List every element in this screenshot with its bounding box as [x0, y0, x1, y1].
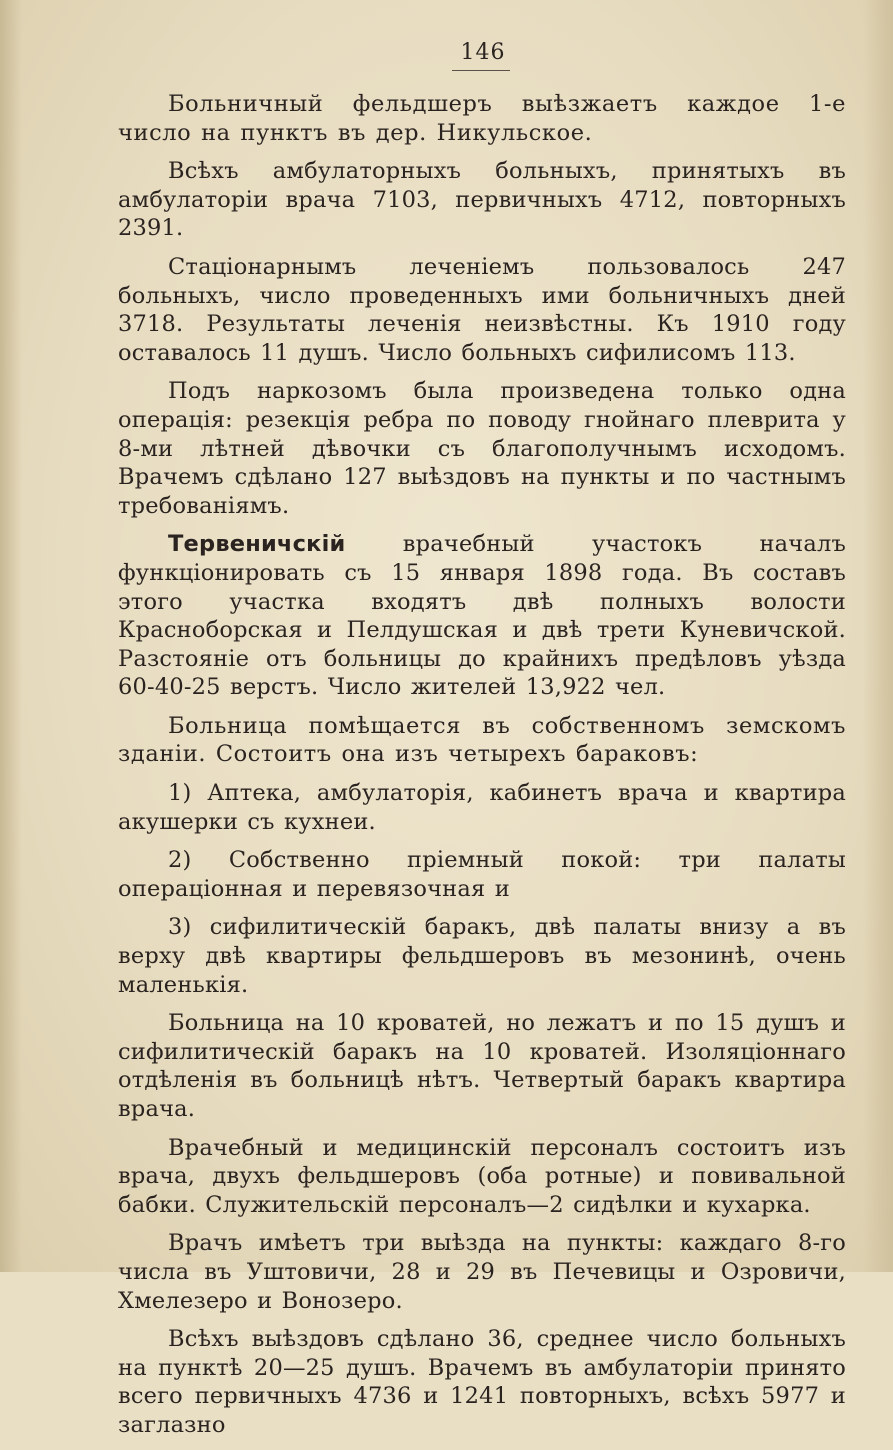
- paragraph-hospital-building: Больница помѣщается въ собственномъ земскомъ зданіи. Состоитъ она изъ четырехъ бараковъ:: [118, 712, 846, 768]
- body-text: [118, 90, 846, 1450]
- paragraph-personnel: Врачебный и медицинскій персоналъ состоитъ изъ врача, двухъ фельдшеровъ (оба ротные) и повивальной бабки. Служительскій персоналъ—2 сидѣлки и кухарка.: [118, 1134, 846, 1218]
- paragraph-ambulatory-totals: Всѣхъ амбулаторныхъ больныхъ, принятыхъ въ амбулаторіи врача 7103, первичныхъ 4712, повторныхъ 2391.: [118, 158, 846, 242]
- paragraph-tervenichi-text: врачебный участокъ началъ функціонировать съ 15 января 1898 года. Въ составъ этого участка входятъ двѣ полныхъ волости Красноборская и Пелдушская и двѣ трети Куневичской. Разстояніе отъ больницы до крайнихъ предѣловъ уѣзда 60-40-25 верстъ. Число жителей 13,922 чел.: [118, 531, 846, 701]
- list-item-reception: 2) Собственно пріемный покой: три палаты операціонная и перевязочная и: [118, 847, 846, 902]
- page-edge-shadow-right: [863, 0, 893, 1272]
- page-number: 146: [460, 40, 506, 65]
- list-item-pharmacy: 1) Аптека, амбулаторія, кабинетъ врача и квартира акушерки съ кухнеи.: [118, 780, 846, 835]
- paragraph-beds: Больница на 10 кроватей, но лежатъ и по 15 душъ и сифилитическій баракъ на 10 кроватей. Изоляціоннаго отдѣленія въ больницѣ нѣтъ. Четвертый баракъ квартира врача.: [118, 1010, 846, 1122]
- paragraph-operation: Подъ наркозомъ была произведена только одна операція: резекція ребра по поводу гнойнаго плеврита у 8-ми лѣтней дѣвочки съ благополучнымъ исходомъ. Врачемъ сдѣлано 127 выѣздовъ на пункты и по частнымъ требованіямъ.: [118, 378, 846, 519]
- paragraph-tervenichi: [118, 530, 846, 702]
- list-item-syphilis-barrack: 3) сифилитическій баракъ, двѣ палаты внизу а въ верху двѣ квартиры фельдшеровъ въ мезонинѣ, очень маленькія.: [118, 914, 846, 998]
- paragraph-feldsher: Больничный фельдшеръ выѣзжаетъ каждое 1-е число на пунктъ въ дер. Никульское.: [118, 91, 846, 146]
- page-number-rule: [452, 70, 510, 71]
- section-lead-tervenichi: Тервеничскій: [168, 531, 346, 558]
- paragraph-trip-totals: Всѣхъ выѣздовъ сдѣлано 36, среднее число больныхъ на пунктѣ 20—25 душъ. Врачемъ въ амбулаторіи принято всего первичныхъ 4736 и 1241 повторныхъ, всѣхъ 5977 и заглазно: [118, 1326, 846, 1438]
- page-edge-shadow-left: [0, 0, 22, 1272]
- paragraph-trips: Врачъ имѣетъ три выѣзда на пункты: каждаго 8-го числа въ Уштовичи, 28 и 29 въ Печевицы и Озровичи, Хмелезеро и Вонозеро.: [118, 1230, 846, 1314]
- paragraph-inpatient: Стаціонарнымъ леченіемъ пользовалось 247 больныхъ, число проведенныхъ ими больничныхъ дней 3718. Результаты леченія неизвѣстны. Къ 1910 году оставалось 11 душъ. Число больныхъ сифилисомъ 113.: [118, 253, 846, 366]
